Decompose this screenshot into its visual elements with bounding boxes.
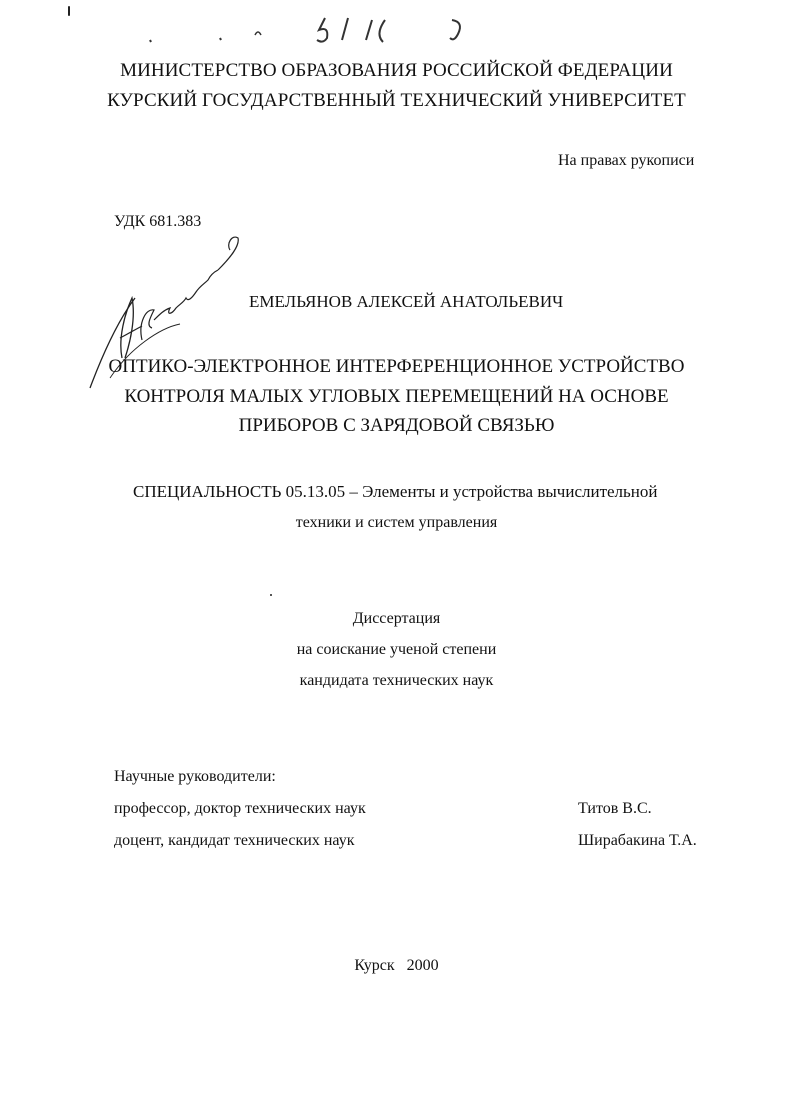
scan-speck [270,594,272,596]
ministry-heading: МИНИСТЕРСТВО ОБРАЗОВАНИЯ РОССИЙСКОЙ ФЕДЕРАЦИИ [120,60,673,81]
udc-code: УДК 681.383 [114,213,202,230]
thesis-title-line: ОПТИКО-ЭЛЕКТРОННОЕ ИНТЕРФЕРЕНЦИОННОЕ УСТРОЙСТВО [108,356,685,377]
university-heading: КУРСКИЙ ГОСУДАРСТВЕННЫЙ ТЕХНИЧЕСКИЙ УНИВЕРСИТЕТ [107,90,686,111]
dissertation-label: Диссертация [352,610,441,627]
supervisor-name: Ширабакина Т.А. [578,832,697,849]
supervisors-heading: Научные руководители: [114,768,276,785]
handwritten-archive-mark [80,0,500,50]
scan-speck [68,6,70,16]
supervisor-position: доцент, кандидат технических наук [114,832,355,849]
thesis-title-line: ПРИБОРОВ С ЗАРЯДОВОЙ СВЯЗЬЮ [238,415,555,436]
specialty-line: техники и систем управления [295,514,498,531]
supervisor-name: Титов В.С. [578,800,652,817]
author-name: ЕМЕЛЬЯНОВ АЛЕКСЕЙ АНАТОЛЬЕВИЧ [249,292,564,311]
degree-line: на соискание ученой степени [296,641,497,658]
rights-note: На правах рукописи [558,152,695,169]
city-year: Курск 2000 [354,957,439,974]
specialty-line: СПЕЦИАЛЬНОСТЬ 05.13.05 – Элементы и устройства вычислительной [133,482,658,501]
thesis-title-line: КОНТРОЛЯ МАЛЫХ УГЛОВЫХ ПЕРЕМЕЩЕНИЙ НА ОСНОВЕ [124,386,669,407]
degree-line: кандидата технических наук [299,672,494,689]
supervisor-position: профессор, доктор технических наук [114,800,366,817]
